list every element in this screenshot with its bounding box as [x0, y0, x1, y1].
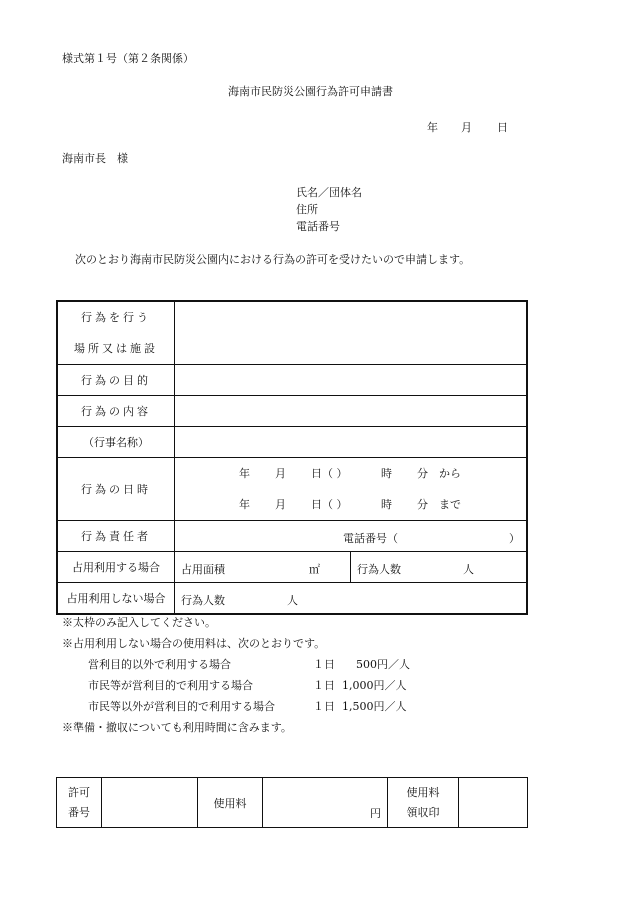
content-label: 行為の内容	[57, 396, 175, 427]
office-use-table	[56, 777, 528, 828]
responsible-input[interactable]	[175, 521, 528, 552]
occupied-label: 占用利用する場合	[57, 552, 175, 583]
occupied-people-input[interactable]	[351, 552, 528, 583]
fee-label: 使用料	[198, 778, 263, 828]
addressee: 海南市長 様	[62, 152, 128, 165]
responsible-phone-open: 電話番号（	[343, 532, 398, 545]
event-name-input[interactable]	[175, 427, 528, 458]
date-month: 月	[461, 121, 472, 134]
datetime-from-row: 年 月 日（ ） 時 分 から	[239, 467, 461, 480]
fee-row-unit: １日	[313, 700, 335, 713]
note-prep-time: ※準備・撤収についても利用時間に含みます。	[62, 721, 292, 734]
responsible-phone-close: ）	[509, 532, 520, 545]
receipt-stamp-box[interactable]	[459, 778, 528, 828]
occupied-people-label: 行為人数	[357, 563, 401, 576]
fee-row-label: 市民等が営利目的で利用する場合	[88, 679, 253, 692]
area-label: 占用面積	[181, 563, 225, 576]
permit-number-label: 許可 番号	[57, 778, 102, 828]
note-thick-frame: ※太枠のみ記入してください。	[62, 616, 216, 629]
unoccupied-people-label: 行為人数	[181, 594, 225, 607]
applicant-name-label: 氏名／団体名	[296, 186, 362, 199]
unoccupied-people-input[interactable]	[175, 583, 528, 614]
fee-row-amount: 1,500円／人	[342, 700, 407, 713]
date-year: 年	[427, 121, 438, 134]
fee-row-amount: 1,000円／人	[342, 679, 407, 692]
yen-unit: 円	[370, 807, 381, 820]
responsible-label: 行為責任者	[57, 521, 175, 552]
purpose-input[interactable]	[175, 365, 528, 396]
datetime-to-row: 年 月 日（ ） 時 分 まで	[239, 498, 461, 511]
area-unit: ㎡	[309, 563, 320, 576]
fee-row-label: 市民等以外が営利目的で利用する場合	[88, 700, 275, 713]
fee-row-unit: １日	[313, 658, 335, 671]
occupied-people-unit: 人	[463, 563, 474, 576]
form-title: 海南市民防災公園行為許可申請書	[228, 85, 393, 98]
permit-number-input[interactable]	[102, 778, 198, 828]
applicant-address-label: 住所	[296, 203, 318, 216]
fee-amount-input[interactable]	[263, 778, 388, 828]
unoccupied-label: 占用利用しない場合	[57, 583, 175, 614]
occupied-area-input[interactable]	[175, 552, 351, 583]
fee-row-label: 営利目的以外で利用する場合	[88, 658, 231, 671]
form-number: 様式第１号（第２条関係）	[62, 52, 194, 65]
intro-text: 次のとおり海南市民防災公園内における行為の許可を受けたいので申請します。	[75, 253, 471, 266]
datetime-input[interactable]	[175, 458, 528, 521]
fee-row-amount: 500円／人	[356, 658, 410, 671]
applicant-phone-label: 電話番号	[296, 220, 340, 233]
unoccupied-people-unit: 人	[287, 594, 298, 607]
fee-row-unit: １日	[313, 679, 335, 692]
place-input[interactable]	[175, 301, 528, 365]
note-fee-intro: ※占用利用しない場合の使用料は、次のとおりです。	[62, 637, 326, 650]
application-table	[56, 300, 528, 615]
date-day: 日	[497, 121, 508, 134]
content-input[interactable]	[175, 396, 528, 427]
place-label: 行為を行う 場所又は施設	[57, 301, 175, 365]
event-name-label: （行事名称）	[57, 427, 175, 458]
purpose-label: 行為の目的	[57, 365, 175, 396]
receipt-stamp-label: 使用料 領収印	[388, 778, 459, 828]
datetime-label: 行為の日時	[57, 458, 175, 521]
